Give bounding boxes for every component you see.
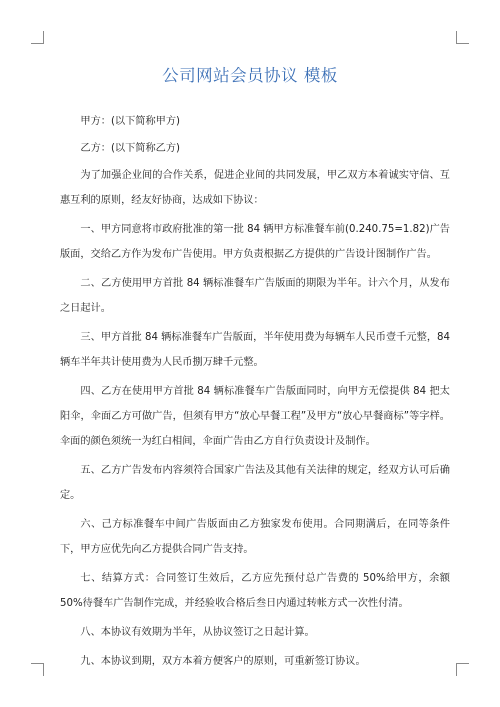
crop-mark-bottom-left [31,663,44,676]
clause-9: 九、本协议到期，双方本着方便客户的原则，可重新签订协议。 [80,656,366,667]
clause-5: 五、乙方广告发布内容须符合国家广告法及其他有关法律的规定，经双方认可后确定。 [60,465,450,501]
clause-8: 八、本协议有效期为半年，从协议签订之日起计算。 [80,627,315,638]
party-a-line: 甲方：(以下简称甲方) [80,116,181,127]
clause-2: 二、乙方使用甲方首批 84 辆标准餐车广告版面的期限为半年。计六个月，从发布之日起计。 [60,278,450,314]
document-title: 公司网站会员协议 模板 [162,66,338,85]
clause-1: 一、甲方同意将市政府批准的第一批 84 辆甲方标准餐车前(0.240.75=1.82)广告版面，交给乙方作为发布广告使用。甲方负责根据乙方提供的广告设计图制作广告。 [60,224,450,260]
party-b-line: 乙方：(以下简称乙方) [80,143,181,154]
document-body [60,110,450,674]
crop-mark-top-right [456,31,469,44]
crop-mark-top-left [31,31,44,44]
preamble-paragraph: 为了加强企业间的合作关系，促进企业间的共同发展，甲乙双方本着诚实守信、互惠互利的原则，经友好协商，达成如下协议： [60,170,450,206]
clause-7: 七、结算方式：合同签订生效后，乙方应先预付总广告费的 50%给甲方，余额 50%待餐车广告制作完成，并经验收合格后叁日内通过转帐方式一次性付清。 [60,573,450,609]
crop-mark-bottom-right [456,663,469,676]
clause-4: 四、乙方在使用甲方首批 84 辆标准餐车广告版面同时，向甲方无偿提供 84 把太阳伞，伞面乙方可做广告，但须有甲方“放心早餐工程”及甲方“放心早餐商标”等字样。伞面的颜色须统一为红白相间，伞面广告由乙方自行负责设计及制作。 [60,386,450,447]
clause-6: 六、己方标准餐车中间广告版面由乙方独家发布使用。合同期满后，在同等条件下，甲方应优先向乙方提供合同广告支持。 [60,519,450,555]
clause-3: 三、甲方首批 84 辆标准餐车广告版面，半年使用费为每辆车人民币壹千元整，84 辆车半年共计使用费为人民币捌万肆千元整。 [60,332,450,368]
